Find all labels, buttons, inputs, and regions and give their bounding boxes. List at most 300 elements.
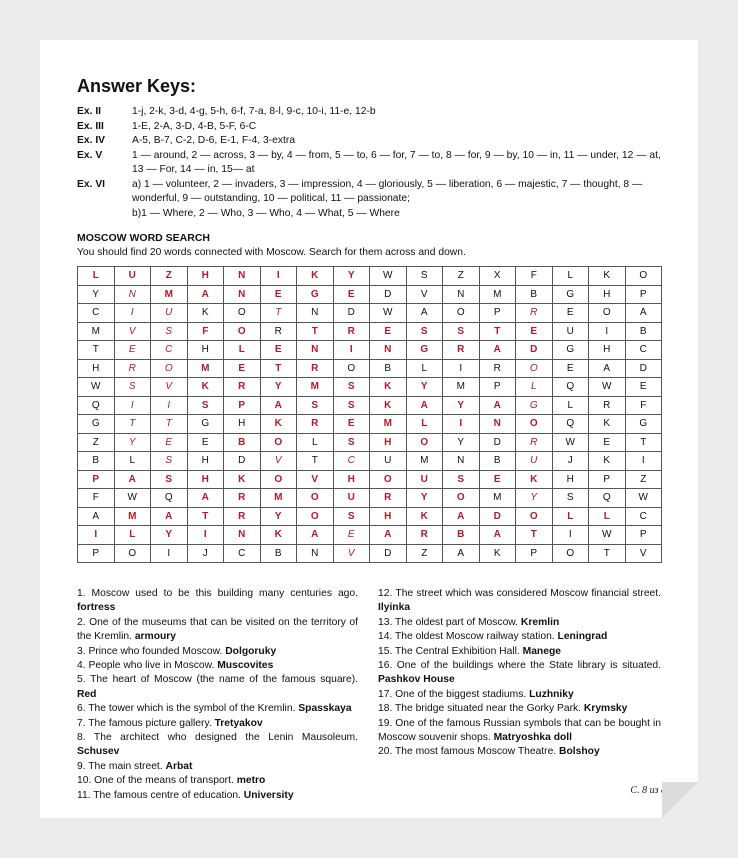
grid-cell: E [333,526,370,545]
grid-cell: A [589,359,626,378]
clue-answer: metro [236,775,266,787]
grid-cell: P [625,526,662,545]
answer-key-row [77,134,667,149]
grid-cell: D [516,341,553,360]
grid-cell: O [443,304,480,323]
clue-text: 19. One of the famous Russian symbols that can be bought in Moscow souvenir shops. [378,717,661,744]
clue-list-left [77,587,358,803]
answer-key-row [77,207,667,222]
grid-row [78,452,662,471]
grid-cell: T [297,452,334,471]
grid-cell: R [297,359,334,378]
grid-cell: N [224,526,261,545]
grid-cell: Z [406,544,443,563]
clue-answer: University [243,789,294,801]
answer-key-label [77,207,132,222]
grid-cell: L [78,267,115,286]
clue-item [77,774,358,788]
grid-cell: E [370,322,407,341]
grid-cell: E [625,378,662,397]
answer-key-text: 1-j, 2-k, 3-d, 4-g, 5-h, 6-f, 7-a, 8-l, 9-c, 10-i, 11-e, 12-b [132,106,376,117]
grid-cell: H [370,507,407,526]
grid-cell: I [187,526,224,545]
grid-cell: M [297,378,334,397]
grid-row [78,544,662,563]
answer-key-text: a) 1 — volunteer, 2 — invaders, 3 — impression, 4 — gloriously, 5 — liberation, 6 — majestic, 7 — thought, 8 — wonderful, 9 — outstanding, 10 — political, 11 — passionate; [132,178,643,204]
clue-item [77,789,358,803]
grid-cell: W [589,526,626,545]
grid-cell: Y [78,285,115,304]
clue-text: 18. The bridge situated near the Gorky Park. [378,703,584,715]
grid-cell: H [187,452,224,471]
grid-cell: R [479,359,516,378]
grid-cell: T [78,341,115,360]
clue-answer: Manege [522,645,561,657]
clue-text: 11. The famous centre of education. [77,789,244,801]
grid-row [78,433,662,452]
grid-cell: D [224,452,261,471]
grid-row [78,304,662,323]
grid-cell: L [406,415,443,434]
grid-cell: T [260,304,297,323]
grid-cell: C [625,341,662,360]
grid-cell: I [589,322,626,341]
word-search-intro: You should find 20 words connected with Moscow. Search for them across and down. [77,247,466,258]
grid-cell: N [297,341,334,360]
grid-cell: H [187,267,224,286]
grid-cell: W [78,378,115,397]
grid-cell: V [406,285,443,304]
grid-cell: U [552,322,589,341]
grid-cell: T [589,544,626,563]
page-curl [662,782,698,818]
grid-cell: L [552,507,589,526]
grid-cell: U [333,489,370,508]
clue-answer: Matryoshka doll [493,732,572,744]
grid-cell: E [224,359,261,378]
grid-cell: H [370,433,407,452]
grid-cell: Y [443,433,480,452]
grid-cell: L [589,507,626,526]
grid-cell: I [333,341,370,360]
grid-cell: J [187,544,224,563]
grid-cell: Y [406,378,443,397]
grid-cell: B [516,285,553,304]
grid-cell: E [589,433,626,452]
grid-cell: C [78,304,115,323]
word-search-title: MOSCOW WORD SEARCH [77,232,210,244]
grid-cell: N [224,285,261,304]
grid-cell: N [370,341,407,360]
clue-answer: Bolshoy [559,746,600,758]
clue-text: 2. One of the museums that can be visited on the territory of the Kremlin. [77,616,358,643]
grid-cell: T [479,322,516,341]
grid-cell: L [297,433,334,452]
grid-cell: O [224,322,261,341]
grid-cell: M [479,489,516,508]
grid-cell: R [297,415,334,434]
grid-cell: I [625,452,662,471]
clue-item [77,659,358,673]
clue-answer: Pashkov House [378,674,455,686]
grid-cell: P [224,396,261,415]
grid-cell: G [187,415,224,434]
clue-answer: Krymsky [583,703,628,715]
grid-cell: S [443,322,480,341]
answer-key-label: Ex. VI [77,178,106,190]
grid-cell: A [625,304,662,323]
grid-cell: Y [114,433,151,452]
grid-cell: Y [406,489,443,508]
grid-cell: W [589,378,626,397]
grid-cell: D [370,544,407,563]
grid-cell: L [406,359,443,378]
grid-cell: U [151,304,188,323]
grid-cell: L [224,341,261,360]
grid-cell: T [516,526,553,545]
clue-item [77,645,358,659]
grid-cell: D [370,285,407,304]
clue-answer: armoury [134,631,177,643]
grid-cell: A [479,341,516,360]
grid-cell: E [552,304,589,323]
answer-key-text: 1 — around, 2 — across, 3 — by, 4 — from, 5 — to, 6 — for, 7 — to, 8 — for, 9 — by, 10 — in, 11 — under, 12 — at, 13 — For, 14 — in, 15— at [132,149,661,175]
grid-cell: T [297,322,334,341]
clue-item [77,717,358,731]
grid-cell: B [479,452,516,471]
clue-text: 8. The architect who designed the Lenin Mausoleum. [77,732,358,744]
grid-cell: K [260,415,297,434]
grid-cell: Y [516,489,553,508]
grid-cell: O [260,433,297,452]
grid-cell: Q [589,489,626,508]
clue-item [378,717,661,746]
clue-answer: Leningrad [557,631,608,643]
grid-cell: M [78,322,115,341]
grid-cell: O [552,544,589,563]
clue-text: 14. The oldest Moscow railway station. [378,631,558,643]
grid-cell: T [114,415,151,434]
grid-cell: G [625,415,662,434]
grid-cell: L [552,267,589,286]
grid-cell: N [297,304,334,323]
grid-cell: H [589,285,626,304]
clue-answer: Muscovites [217,660,274,672]
grid-cell: T [187,507,224,526]
grid-cell: K [370,378,407,397]
grid-cell: O [516,415,553,434]
grid-cell: K [187,378,224,397]
grid-cell: C [151,341,188,360]
grid-cell: G [78,415,115,434]
document-page [40,40,698,818]
grid-cell: F [187,322,224,341]
grid-cell: O [370,470,407,489]
grid-cell: O [625,267,662,286]
grid-cell: R [516,433,553,452]
clue-text: 6. The tower which is the symbol of the Kremlin. [77,703,299,715]
answer-key-text: 1-E, 2-A, 3-D, 4-B, 5-F, 6-C [132,120,257,132]
grid-cell: Y [260,378,297,397]
grid-cell: B [370,359,407,378]
grid-cell: O [224,304,261,323]
grid-cell: V [625,544,662,563]
grid-cell: H [589,341,626,360]
page-title: Answer Keys: [77,76,197,96]
grid-cell: G [297,285,334,304]
grid-cell: S [151,322,188,341]
grid-cell: D [333,304,370,323]
grid-cell: N [443,285,480,304]
grid-cell: Z [443,267,480,286]
grid-cell: B [260,544,297,563]
grid-row [78,285,662,304]
grid-cell: J [552,452,589,471]
grid-cell: S [333,433,370,452]
grid-cell: O [333,359,370,378]
clue-item [378,659,661,688]
grid-cell: E [151,433,188,452]
grid-cell: R [224,378,261,397]
grid-cell: F [625,396,662,415]
grid-cell: Z [78,433,115,452]
grid-cell: N [479,415,516,434]
grid-cell: W [370,304,407,323]
grid-cell: Z [151,267,188,286]
grid-cell: I [552,526,589,545]
clue-answer: Luzhniky [529,688,574,700]
grid-cell: G [516,396,553,415]
grid-cell: P [78,544,115,563]
clue-text: 5. The heart of Moscow (the name of the famous square). [77,674,358,686]
grid-cell: O [260,470,297,489]
grid-cell: A [479,396,516,415]
grid-cell: A [187,489,224,508]
grid-cell: S [333,507,370,526]
clue-text: 4. People who live in Moscow. [77,660,218,672]
grid-cell: E [187,433,224,452]
grid-row [78,378,662,397]
grid-cell: T [260,359,297,378]
grid-cell: L [552,396,589,415]
grid-cell: Q [552,378,589,397]
grid-cell: A [151,507,188,526]
grid-cell: P [589,470,626,489]
grid-row [78,267,662,286]
answer-key-row [77,105,667,120]
grid-cell: V [297,470,334,489]
grid-cell: W [114,489,151,508]
grid-cell: C [224,544,261,563]
grid-row [78,489,662,508]
grid-cell: A [406,396,443,415]
clue-item [77,760,358,774]
clue-text: 3. Prince who founded Moscow. [77,645,226,657]
grid-cell: I [151,544,188,563]
grid-cell: C [625,507,662,526]
grid-cell: C [333,452,370,471]
clue-item [378,630,661,644]
grid-cell: R [224,489,261,508]
clue-list-right [378,587,661,760]
grid-cell: S [406,322,443,341]
clue-text: 9. The main street. [77,760,166,772]
grid-cell: T [151,415,188,434]
clue-answer: Red [77,688,97,700]
grid-cell: U [114,267,151,286]
grid-cell: K [479,544,516,563]
grid-cell: E [516,322,553,341]
grid-row [78,526,662,545]
grid-cell: R [589,396,626,415]
grid-cell: A [297,526,334,545]
clue-item [77,702,358,716]
grid-cell: M [187,359,224,378]
clue-item [378,702,661,716]
clue-text: 1. Moscow used to be this building many centuries ago. [77,588,358,599]
grid-cell: U [516,452,553,471]
grid-cell: A [260,396,297,415]
grid-cell: M [114,507,151,526]
grid-cell: A [406,304,443,323]
grid-cell: E [114,341,151,360]
grid-cell: G [406,341,443,360]
grid-cell: Q [78,396,115,415]
clue-text: 13. The oldest part of Moscow. [378,616,521,628]
clue-text: 16. One of the buildings where the State library is situated. [378,660,661,672]
grid-cell: A [187,285,224,304]
clue-answer: Dolgoruky [225,645,277,657]
grid-cell: K [589,452,626,471]
clue-item [378,616,661,630]
grid-cell: Y [151,526,188,545]
grid-cell: P [78,470,115,489]
grid-cell: K [406,507,443,526]
grid-cell: R [114,359,151,378]
grid-cell: E [479,470,516,489]
grid-cell: G [552,285,589,304]
grid-cell: S [333,378,370,397]
clue-text: 20. The most famous Moscow Theatre. [378,746,560,758]
grid-cell: N [443,452,480,471]
grid-cell: M [406,452,443,471]
grid-cell: B [625,322,662,341]
clue-item [77,587,358,616]
grid-cell: E [333,415,370,434]
answer-key-text: A-5, B-7, C-2, D-6, E-1, F-4, 3-extra [132,135,296,146]
grid-cell: H [78,359,115,378]
grid-row [78,415,662,434]
clue-text: 10. One of the means of transport. [77,775,237,787]
clue-text: 7. The famous picture gallery. [77,717,215,729]
grid-cell: O [443,489,480,508]
grid-cell: W [370,267,407,286]
grid-cell: Y [260,507,297,526]
grid-cell: I [114,396,151,415]
grid-cell: K [260,526,297,545]
grid-cell: Z [625,470,662,489]
clue-item [378,688,661,702]
grid-cell: S [187,396,224,415]
grid-cell: P [516,544,553,563]
grid-cell: S [443,470,480,489]
grid-cell: X [479,267,516,286]
word-search-grid [77,266,662,563]
grid-cell: T [625,433,662,452]
grid-cell: A [78,507,115,526]
clue-item [378,587,661,616]
grid-cell: R [516,304,553,323]
grid-cell: R [333,322,370,341]
grid-cell: O [589,304,626,323]
answer-key-label: Ex. IV [77,135,106,146]
grid-cell: O [406,433,443,452]
grid-cell: V [260,452,297,471]
grid-cell: K [516,470,553,489]
grid-row [78,341,662,360]
answer-key-label: Ex. II [77,106,102,117]
grid-cell: D [625,359,662,378]
grid-cell: W [552,433,589,452]
clue-item [378,645,661,659]
grid-cell: V [114,322,151,341]
grid-cell: K [297,267,334,286]
grid-cell: M [479,285,516,304]
clue-answer: Spasskaya [298,703,352,715]
grid-cell: U [406,470,443,489]
grid-cell: I [443,359,480,378]
grid-cell: N [114,285,151,304]
clue-text: 15. The Central Exhibition Hall. [378,645,523,657]
grid-cell: N [297,544,334,563]
grid-cell: K [589,415,626,434]
answer-key-row [77,149,667,178]
grid-cell: K [224,470,261,489]
grid-cell: G [552,341,589,360]
grid-cell: V [333,544,370,563]
grid-cell: K [589,267,626,286]
grid-cell: I [151,396,188,415]
grid-cell: R [370,489,407,508]
grid-cell: S [552,489,589,508]
grid-row [78,470,662,489]
answer-key-row [77,120,667,135]
grid-cell: B [78,452,115,471]
grid-cell: E [260,285,297,304]
grid-cell: K [187,304,224,323]
clue-text: 17. One of the biggest stadiums. [378,688,530,700]
grid-cell: O [516,359,553,378]
clue-text: 12. The street which was considered Moscow financial street. [378,588,661,599]
grid-cell: O [516,507,553,526]
answer-key-label: Ex. III [77,120,104,132]
grid-cell: D [479,507,516,526]
grid-cell: M [260,489,297,508]
grid-cell: A [479,526,516,545]
grid-cell: R [260,322,297,341]
clue-item [77,731,358,760]
grid-cell: E [260,341,297,360]
grid-cell: S [406,267,443,286]
grid-cell: H [187,341,224,360]
grid-row [78,359,662,378]
grid-cell: S [151,470,188,489]
grid-row [78,507,662,526]
grid-cell: D [479,433,516,452]
grid-cell: I [443,415,480,434]
grid-cell: Q [552,415,589,434]
grid-cell: V [151,378,188,397]
